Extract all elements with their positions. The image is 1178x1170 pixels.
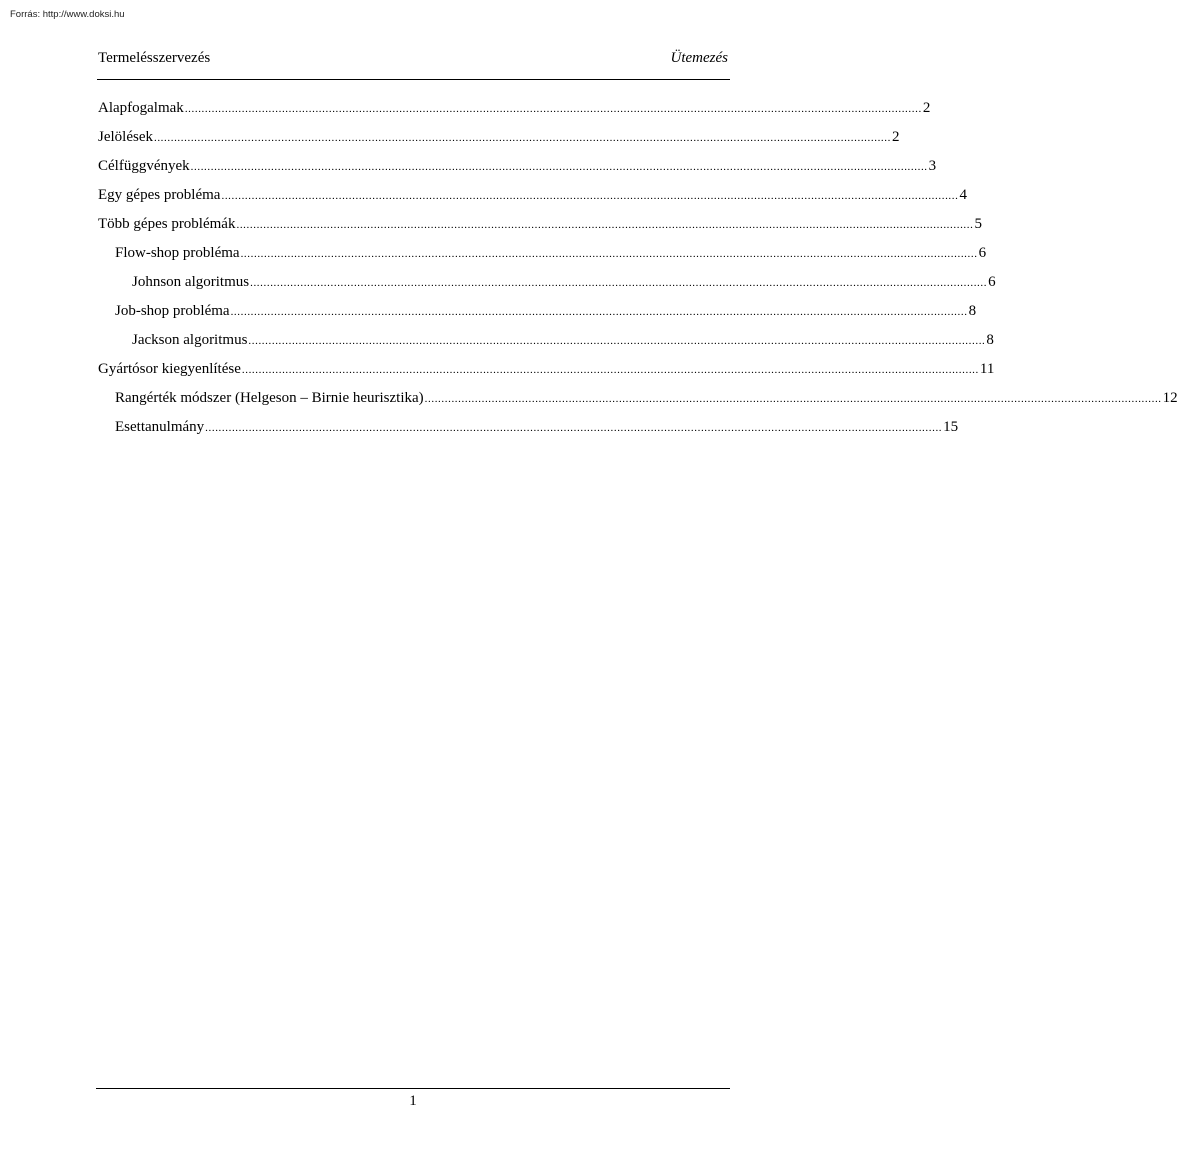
toc-entry[interactable]: [98, 154, 937, 183]
toc-entry-page: 2: [891, 129, 900, 145]
dot-leader: ............................................................................................................................................................................................................................: [424, 393, 1162, 405]
toc-entry[interactable]: [98, 415, 959, 444]
toc-entry-page: 8: [986, 332, 994, 348]
header-title: Termelésszervezés: [98, 50, 211, 66]
toc-entry-page: 6: [978, 245, 987, 261]
header-section: Ütemezés: [670, 50, 728, 66]
dot-leader: ............................................................................................................................................................................................................................: [241, 364, 979, 376]
dot-leader: ............................................................................................................................................................................................................................: [221, 190, 959, 202]
toc-entry-title: Rangérték módszer (Helgeson – Birnie heurisztika): [115, 390, 424, 406]
toc-entry[interactable]: [98, 212, 982, 241]
dot-leader: ............................................................................................................................................................................................................................: [230, 306, 968, 318]
toc-entry-title: Job-shop probléma: [115, 303, 230, 319]
toc-entry-title: Egy gépes probléma: [98, 187, 221, 203]
toc-entry-page: 2: [922, 100, 931, 116]
toc-entry-title: Jackson algoritmus: [132, 332, 248, 348]
dot-leader: ............................................................................................................................................................................................................................: [153, 132, 891, 144]
dot-leader: ............................................................................................................................................................................................................................: [184, 103, 922, 115]
toc-entry[interactable]: [98, 96, 931, 125]
toc-entry-page: 6: [988, 274, 996, 290]
toc-entry-title: Célfüggvények: [98, 158, 190, 174]
toc-entry-title: Több gépes problémák: [98, 216, 236, 232]
toc-entry-page: 4: [959, 187, 967, 203]
dot-leader: ............................................................................................................................................................................................................................: [190, 161, 928, 173]
dot-leader: ............................................................................................................................................................................................................................: [248, 335, 986, 347]
toc-entry[interactable]: [98, 386, 1178, 415]
dot-leader: ............................................................................................................................................................................................................................: [250, 277, 988, 289]
dot-leader: ............................................................................................................................................................................................................................: [236, 219, 974, 231]
toc-entry-title: Jelölések: [98, 129, 153, 145]
toc-entry-title: Esettanulmány: [115, 419, 205, 435]
toc-entry[interactable]: [98, 241, 987, 270]
source-note: Forrás: http://www.doksi.hu: [10, 9, 125, 20]
toc-entry-page: 15: [943, 419, 959, 435]
table-of-contents: [98, 96, 1178, 444]
toc-entry[interactable]: [98, 125, 900, 154]
toc-entry[interactable]: [98, 328, 994, 357]
dot-leader: ............................................................................................................................................................................................................................: [205, 422, 943, 434]
page-footer: [96, 1088, 730, 1110]
toc-entry[interactable]: [98, 357, 995, 386]
toc-entry-page: 3: [928, 158, 937, 174]
toc-entry-page: 5: [974, 216, 982, 232]
toc-entry-page: 12: [1162, 390, 1178, 406]
page-number: 1: [409, 1093, 417, 1109]
toc-entry[interactable]: [98, 299, 977, 328]
toc-entry-title: Flow-shop probléma: [115, 245, 240, 261]
dot-leader: ............................................................................................................................................................................................................................: [240, 248, 978, 260]
toc-entry[interactable]: [98, 270, 996, 299]
toc-entry-title: Alapfogalmak: [98, 100, 184, 116]
toc-entry-page: 8: [968, 303, 977, 319]
toc-entry-title: Johnson algoritmus: [132, 274, 250, 290]
toc-entry[interactable]: [98, 183, 967, 212]
page-header: [97, 49, 730, 80]
toc-entry-title: Gyártósor kiegyenlítése: [98, 361, 241, 377]
toc-entry-page: 11: [979, 361, 995, 377]
